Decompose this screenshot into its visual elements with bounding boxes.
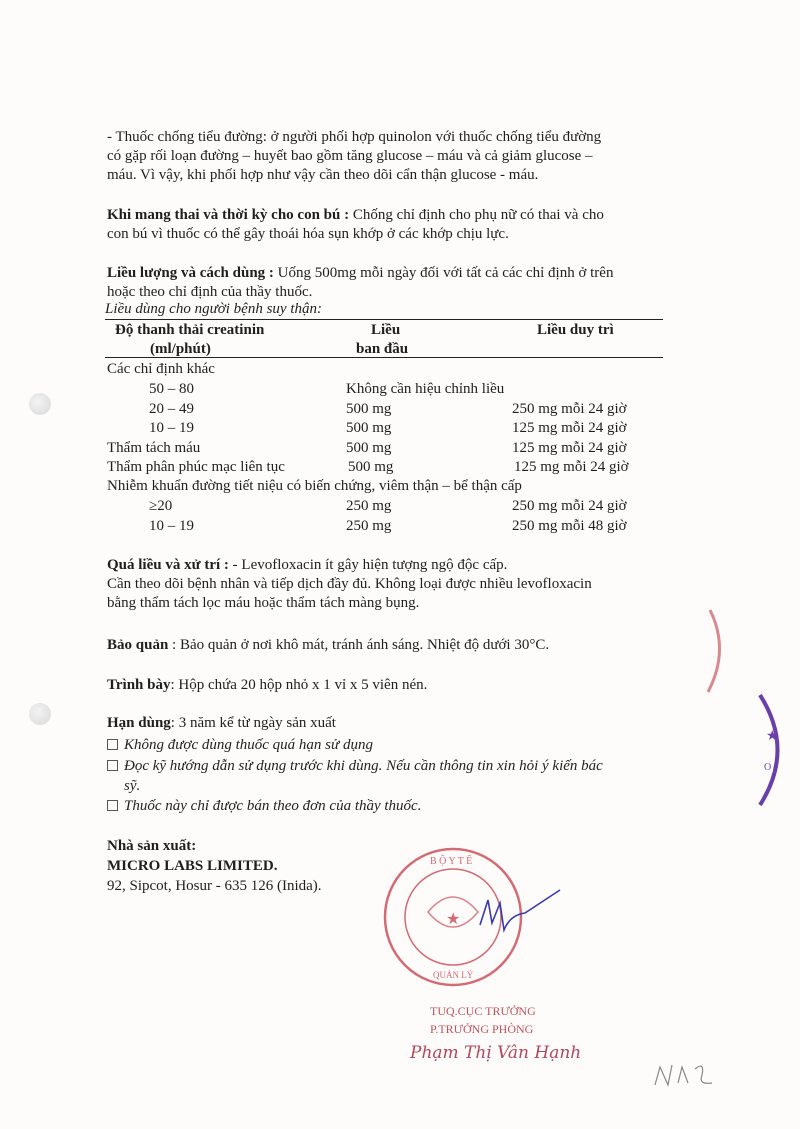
table-header-col2: Liều ban đầu: [356, 322, 409, 357]
stamp-line-2: P.TRƯỞNG PHÒNG: [430, 1022, 534, 1036]
checkbox-icon: [107, 800, 118, 811]
section-title: Khi mang thai và thời kỳ cho con bú :: [107, 207, 350, 223]
text-line: máu. Vì vậy, khi phối hợp như vậy cần theo dõi cẩn thận glucose - máu.: [107, 167, 539, 183]
table-cell: 250 mg mỗi 24 giờ: [512, 498, 627, 514]
text-line: - Thuốc chống tiểu đường: ở người phối hợp quinolon với thuốc chống tiểu đường: [107, 129, 602, 145]
checkbox-icon: [107, 760, 118, 771]
section-title: Bảo quản: [107, 637, 169, 653]
section-title: Hạn dùng: [107, 715, 171, 731]
expiry-note: Không được dùng thuốc quá hạn sử dụng: [107, 736, 373, 755]
text-line: : Hộp chứa 20 hộp nhỏ x 1 vỉ x 5 viên nén.: [170, 677, 428, 693]
expiry-note: Đọc kỹ hướng dẫn sử dụng trước khi dùng. Nếu cần thông tin xin hỏi ý kiến bác: [107, 757, 603, 776]
table-cell: 250 mg mỗi 48 giờ: [512, 518, 627, 534]
text-line: bằng thẩm tách lọc máu hoặc thẩm tách màng bụng.: [107, 595, 420, 611]
renal-dosage-caption: Liều dùng cho người bệnh suy thận:: [105, 301, 322, 317]
svg-text:B Ộ Y T Ế: B Ộ Y T Ế: [430, 856, 473, 867]
table-cell: 10 – 19: [149, 518, 194, 534]
text-line: hoặc theo chỉ định của thầy thuốc.: [107, 284, 313, 300]
table-cell: 250 mg mỗi 24 giờ: [512, 401, 627, 417]
edge-stamp-mark-1: [700, 600, 740, 700]
edge-stamp-mark-2: [740, 690, 800, 810]
expiry-note: sỹ.: [124, 778, 141, 794]
section-title: Quá liều và xử trí :: [107, 557, 229, 573]
overdose-paragraph: [107, 556, 667, 613]
checkbox-icon: [107, 739, 118, 750]
text-line: Uống 500mg mỗi ngày đối với tất cả các chỉ định ở trên: [273, 265, 614, 281]
table-cell: Không cần hiệu chỉnh liều: [346, 381, 505, 397]
manufacturer-name: MICRO LABS LIMITED.: [107, 858, 278, 874]
table-cell: ≥20: [149, 498, 173, 514]
table-section-label: Nhiễm khuẩn đường tiết niệu có biến chứng, viêm thận – bể thận cấp: [107, 478, 522, 494]
text-line: - Levofloxacin ít gây hiện tượng ngộ độc cấp.: [228, 557, 508, 573]
signature-scribble-icon: [470, 885, 570, 945]
section-title: Trình bày: [107, 677, 171, 693]
pregnancy-paragraph: [107, 206, 667, 244]
table-header-rule: [105, 357, 663, 358]
table-cell: 250 mg: [346, 498, 392, 514]
text-line: con bú vì thuốc có thể gây thoái hóa sụn khớp ở các khớp chịu lực.: [107, 226, 509, 242]
table-cell: 125 mg mỗi 24 giờ: [512, 420, 627, 436]
text-line: : 3 năm kể từ ngày sản xuất: [170, 715, 336, 731]
manufacturer-address: 92, Sipcot, Hosur - 635 126 (Inida).: [107, 878, 322, 894]
dosage-paragraph: [107, 264, 667, 302]
table-cell: 500 mg: [346, 401, 392, 417]
table-cell: 500 mg: [346, 440, 392, 456]
text-line: Cần theo dõi bệnh nhân và tiếp dịch đầy đủ. Không loại được nhiều levofloxacin: [107, 576, 592, 592]
table-section-label: Các chỉ định khác: [107, 361, 215, 377]
punch-hole-2: [29, 703, 51, 725]
table-cell: Thẩm tách máu: [107, 440, 201, 456]
expiry-paragraph: [107, 714, 667, 733]
section-title: Liều lượng và cách dùng :: [107, 265, 274, 281]
text-line: Chống chỉ định cho phụ nữ có thai và cho: [349, 207, 604, 223]
diabetes-paragraph: [107, 128, 667, 185]
text-line: có gặp rối loạn đường – huyết bao gồm tăng glucose – máu và cả giảm glucose –: [107, 148, 593, 164]
punch-hole-1: [29, 393, 51, 415]
signer-name: Phạm Thị Vân Hạnh: [410, 1043, 582, 1063]
expiry-note: Thuốc này chỉ được bán theo đơn của thầy thuốc.: [107, 797, 421, 816]
table-header-col3: Liều duy trì: [537, 322, 614, 338]
table-cell: 125 mg mỗi 24 giờ: [514, 459, 629, 475]
svg-text:★: ★: [446, 911, 461, 928]
svg-text:★: ★: [766, 729, 779, 744]
svg-text:QUẢN LÝ: QUẢN LÝ: [433, 970, 474, 980]
svg-text:O: O: [764, 762, 772, 773]
stamp-line-1: TUQ.CỤC TRƯỞNG: [430, 1004, 536, 1018]
table-cell: 50 – 80: [149, 381, 194, 397]
presentation-paragraph: [107, 676, 667, 695]
table-cell: Thẩm phân phúc mạc liên tục: [107, 459, 285, 475]
text-line: : Bảo quản ở nơi khô mát, tránh ánh sáng. Nhiệt độ dưới 30°C.: [168, 637, 550, 653]
handwritten-mark-icon: [650, 1055, 730, 1095]
table-cell: 10 – 19: [149, 420, 194, 436]
storage-paragraph: [107, 636, 667, 655]
table-cell: 20 – 49: [149, 401, 194, 417]
table-top-rule: [105, 319, 663, 320]
table-cell: 125 mg mỗi 24 giờ: [512, 440, 627, 456]
table-cell: 500 mg: [348, 459, 394, 475]
manufacturer-label: Nhà sản xuất:: [107, 838, 197, 854]
table-cell: 250 mg: [346, 518, 392, 534]
table-cell: 500 mg: [346, 420, 392, 436]
table-header-col1: Độ thanh thải creatinin (ml/phút): [115, 322, 265, 357]
